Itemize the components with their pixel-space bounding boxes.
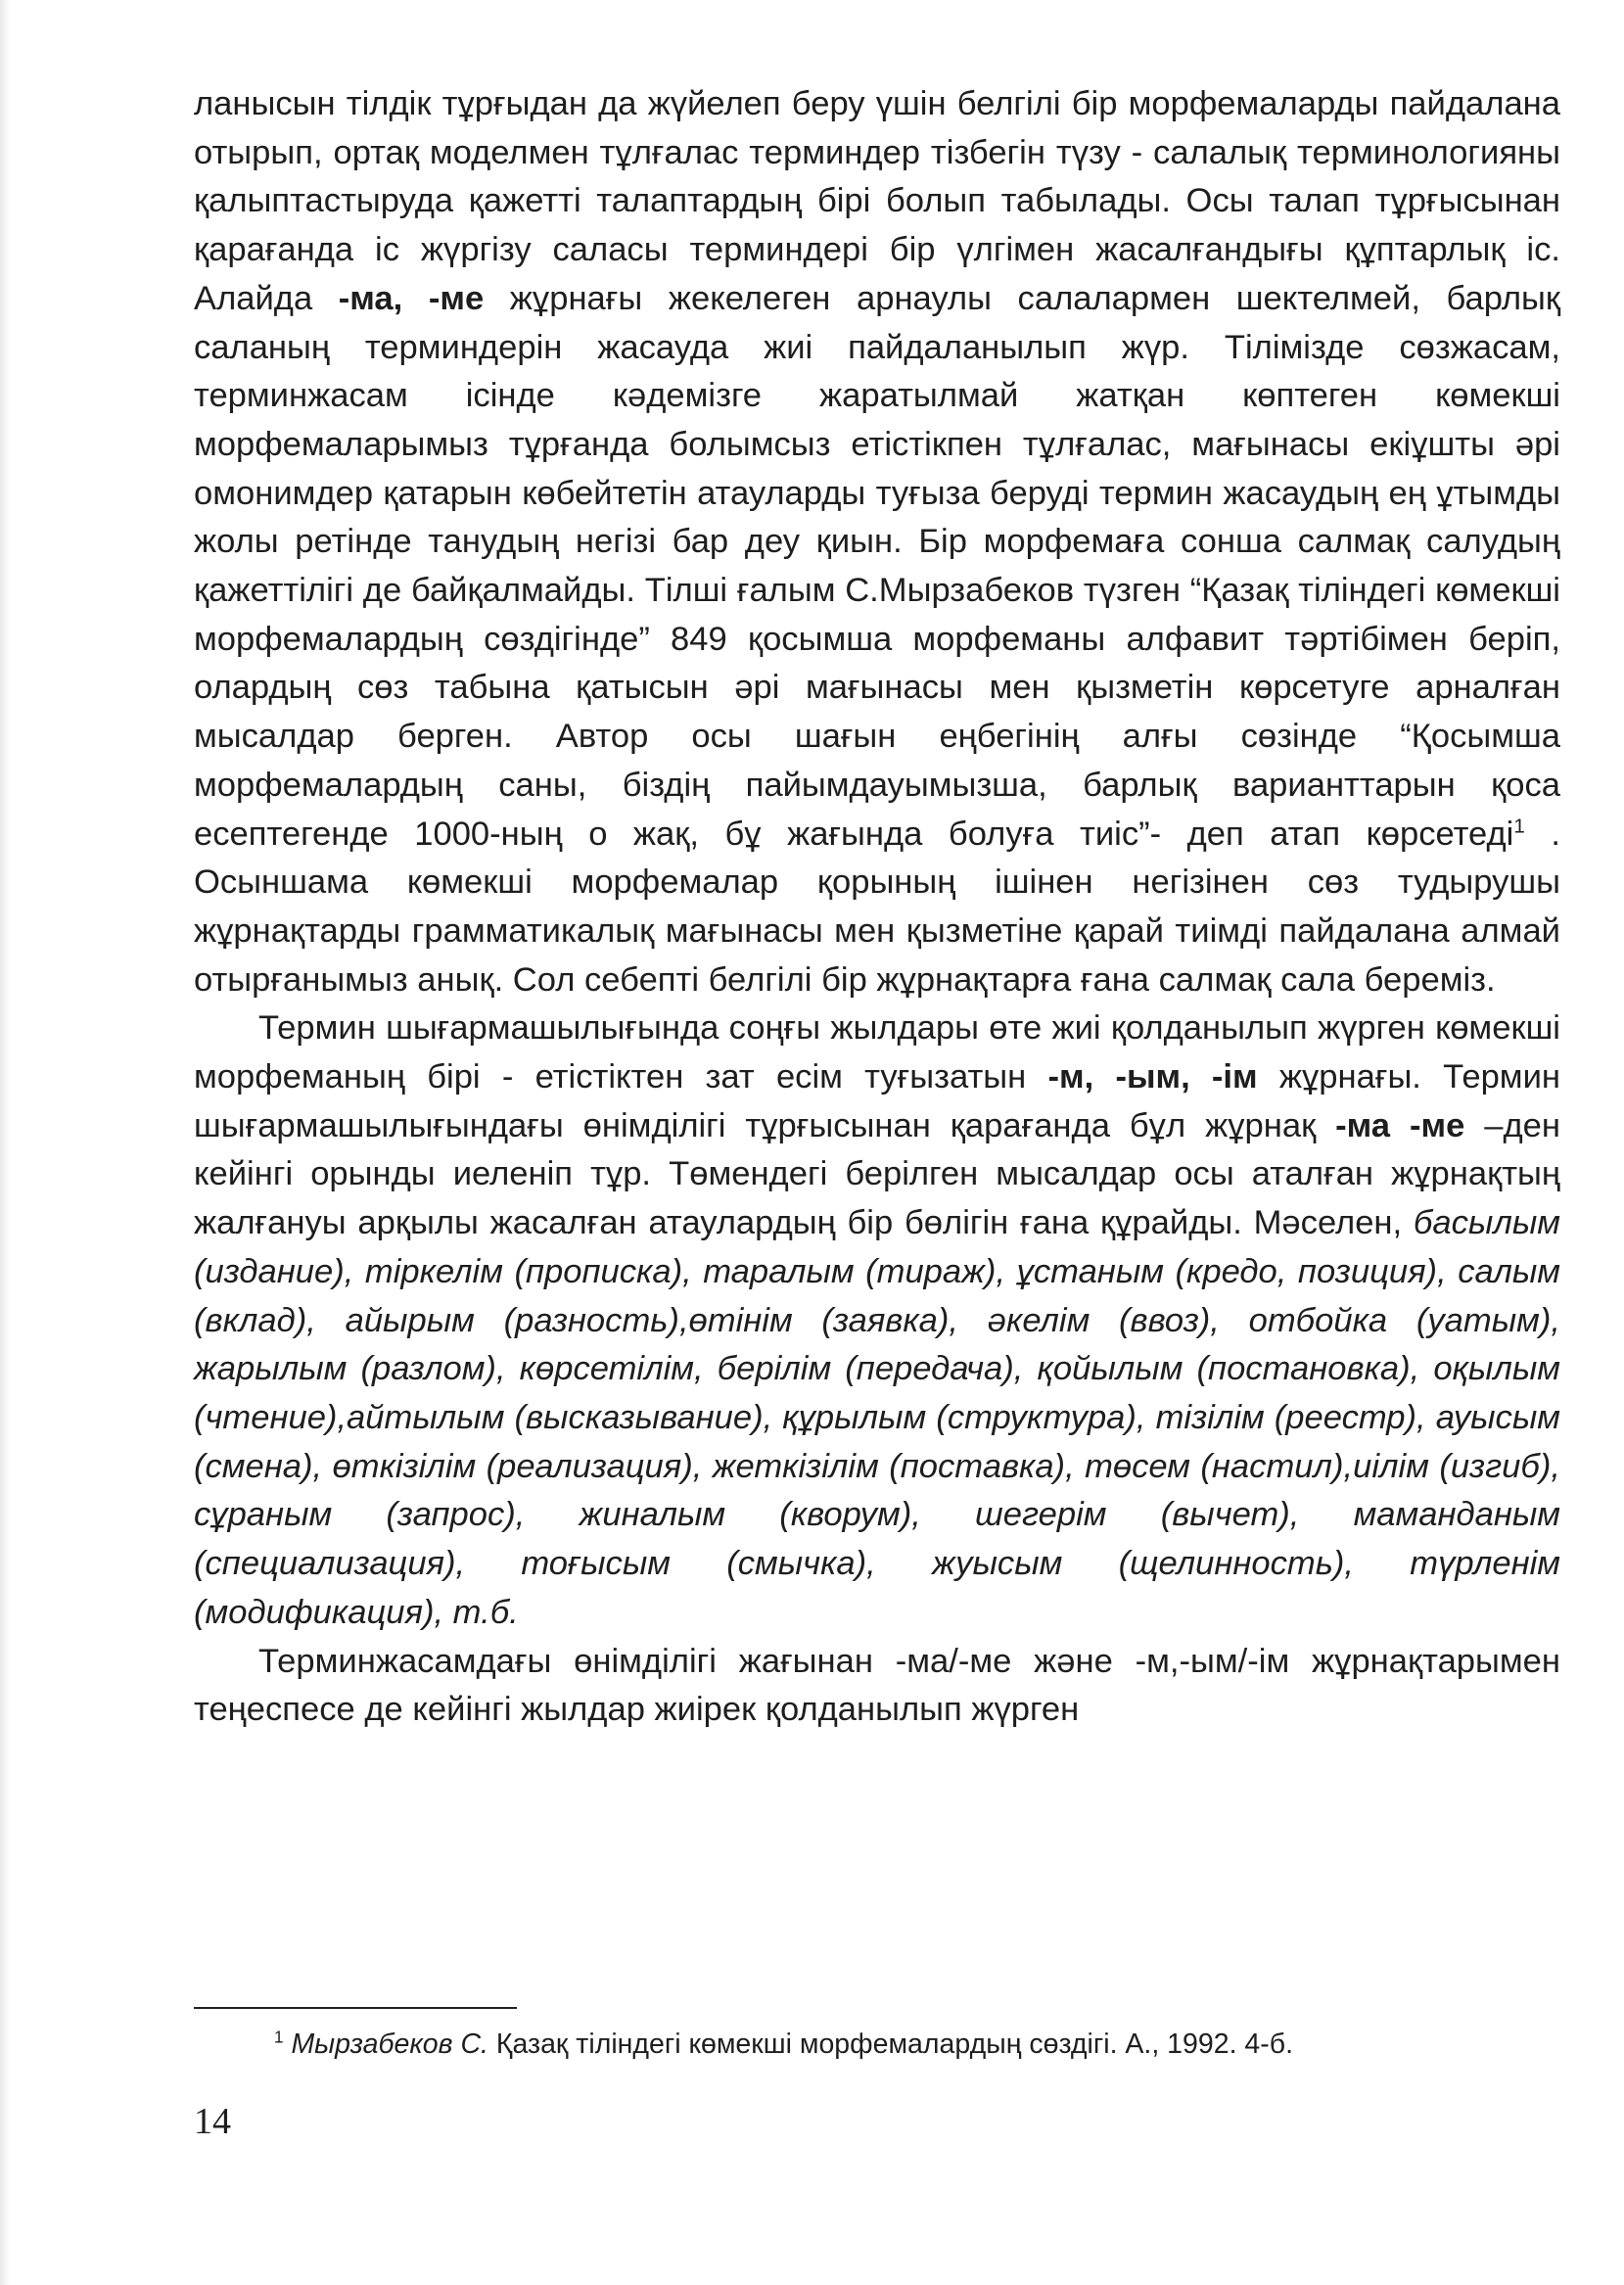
footnote-mark: 1 — [274, 2028, 284, 2047]
body-text — [194, 80, 1560, 1735]
paragraph — [194, 80, 1560, 1004]
footnote-author: Мырзабеков С. — [291, 2029, 488, 2060]
text-run: Терминжасамдағы өнімділігі жағынан -ма/-ме және -м,-ым/-ім жұрнақтарымен теңеспесе де кейінгі жылдар жиірек қолданылып жүрген — [194, 1642, 1560, 1729]
text-run: ланысын тілдік тұрғыдан да жүйелеп беру үшін белгілі бір морфемаларды пайдалана отырып, ортақ моделмен тұлғалас терминдер тізбегін түзу - салалық терминологияны қалыптастыруда қажетті талаптардың бірі болып табылады. Осы талап тұрғысынан қарағанда іс жүргізу саласы терминдері бір үлгімен жасалғандығы құптарлық іс. Алайда — [194, 85, 1560, 317]
bold-suffix: -ма, -ме — [338, 279, 485, 317]
text-run: жұрнағы. Термин шығармашылығындағы өнімділігі тұрғысынан қарағанда бұл жұрнақ — [194, 1058, 1560, 1144]
paragraph — [194, 1638, 1560, 1735]
bold-suffix: -ма -ме — [1335, 1106, 1465, 1144]
text-run: Термин шығармашылығында соңғы жылдары өте жиі қолданылып жүрген көмекші морфеманың бірі - етістіктен зат есім туғызатын — [194, 1009, 1560, 1096]
text-run: . Осыншама көмекші морфемалар қорының ішінен негізінен сөз тудырушы жұрнақтарды грамматикалық мағынасы мен қызметіне қарай тиімді пайдалана алмай отырғанымыз анық. Сол себепті белгілі бір жұрнақтарға ғана салмақ сала береміз. — [194, 815, 1560, 999]
paragraph — [194, 1004, 1560, 1637]
text-run: –ден кейінгі орынды иеленіп тұр. Төмендегі берілген мысалдар осы аталған жұрнақтың жалғануы арқылы жасалған атаулардың бір бөлігін ғана құрайды. Мәселен, — [194, 1106, 1560, 1242]
footnote — [274, 2025, 1566, 2064]
page-edge-shadow — [0, 0, 10, 2285]
footnote-text: Қазақ тіліндегі көмекші морфемалардың сөздігі. А., 1992. 4-б. — [487, 2029, 1293, 2060]
text-run: жұрнағы жекелеген арнаулы салалармен шектелмей, барлық саланың терминдерін жасауда жиі пайдаланылып жүр. Тілімізде сөзжасам, терминжасам ісінде кәдемізге жаратылмай жатқан көптеген көмекші морфемаларымыз тұрғанда болымсыз етістікпен тұлғалас, мағынасы екіұшты әрі омонимдер қатарын көбейтетін атауларды туғыза беруді термин жасаудың ең ұтымды жолы ретінде танудың негізі бар деу қиын. Бір морфемаға сонша салмақ салудың қажеттілігі де байқалмайды. Тілші ғалым С.Мырзабеков түзген “Қазақ тіліндегі көмекші морфемалардың сөздігінде” 849 қосымша морфеманы алфавит тәртібімен беріп, олардың сөз табына қатысын әрі мағынасы мен қызметін көрсетуге арналған мысалдар берген. Автор осы шағын еңбегінің алғы сөзінде “Қосымша морфемалардың саны, біздің пайымдауымызша, барлық варианттарын қоса есептегенде 1000-ның о жақ, бұ жағында болуға тиіс”- деп атап көрсетеді — [194, 279, 1560, 853]
bold-suffix: -м, -ым, -ім — [1047, 1058, 1258, 1096]
page-number: 14 — [194, 2101, 231, 2142]
footnote-separator — [194, 2007, 517, 2009]
italic-examples: басылым (издание), тіркелім (прописка), таралым (тираж), ұстаным (кредо, позиция), салым (вклад), айырым (разность),өтінім (заявка), әкелім (ввоз), отбойка (уатым), жарылым (разлом), көрсетілім, берілім (передача), қойылым (постановка), оқылым (чтение),айтылым (высказывание), құрылым (структура), тізілім (реестр), ауысым (смена), өткізілім (реализация), жеткізілім (поставка), төсем (настил),иілім (изгиб), сұраным (запрос), жиналым (кворум), шегерім (вычет), маманданым (специализация), тоғысым (смычка), жуысым (щелинность), түрленім (модификация), т.б. — [194, 1204, 1560, 1631]
footnote-reference: 1 — [1513, 815, 1525, 838]
